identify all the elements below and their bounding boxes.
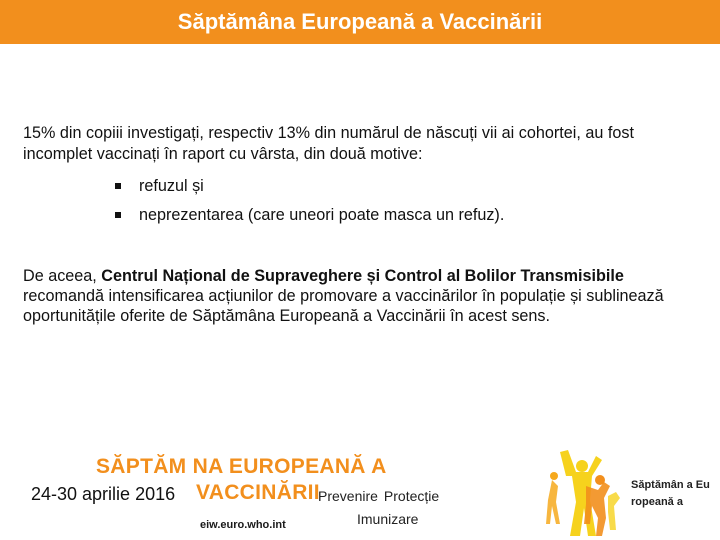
reasons-list [114, 176, 504, 234]
tag-protectie: Protecție [383, 488, 440, 504]
tag-prevenire: Prevenire [318, 488, 378, 504]
list-item-text: neprezentarea (care uneori poate masca un refuz). [139, 206, 505, 224]
paragraph2-intro: De aceea, [23, 267, 102, 285]
paragraph2-body: recomandă intensificarea acțiunilor de promovare a vaccinărilor în populație și sublinează oportunitățile oferite de Săptămâna Europeană a Vaccinării în acest sens. [23, 287, 664, 325]
footer-date: 24-30 aprilie 2016 [31, 484, 176, 504]
square-bullet-icon [115, 183, 121, 189]
jumping-people-logo-icon [546, 446, 620, 540]
list-item-text: refuzul și [139, 177, 204, 195]
institution-name: Centrul Național de Supraveghere și Control al Bolilor Transmisibile [101, 267, 624, 285]
footer-tags [318, 488, 445, 504]
slide-title: Săptămâna Europeană a Vaccinării [177, 9, 543, 34]
footer-url[interactable]: eiw.euro.who.int [200, 519, 286, 531]
paragraph-recommendation [23, 266, 703, 326]
footer-title-line1: SĂPTĂM NA EUROPEANĂ A [96, 455, 387, 478]
footer-title-line2: VACCINĂRII [196, 481, 320, 504]
paragraph-statistics: 15% din copiii investigați, respectiv 13% din numărul de născuți vii ai cohortei, au fost incomplet vaccinați în raport cu vârsta, din două motive: [23, 124, 634, 163]
list-item [114, 205, 504, 234]
footer-side-text: Săptămân a Europeană a [631, 479, 710, 508]
square-bullet-icon [115, 212, 121, 218]
tag-imunizare: Imunizare [357, 511, 419, 527]
list-item [114, 176, 504, 205]
slide-header [0, 0, 720, 44]
